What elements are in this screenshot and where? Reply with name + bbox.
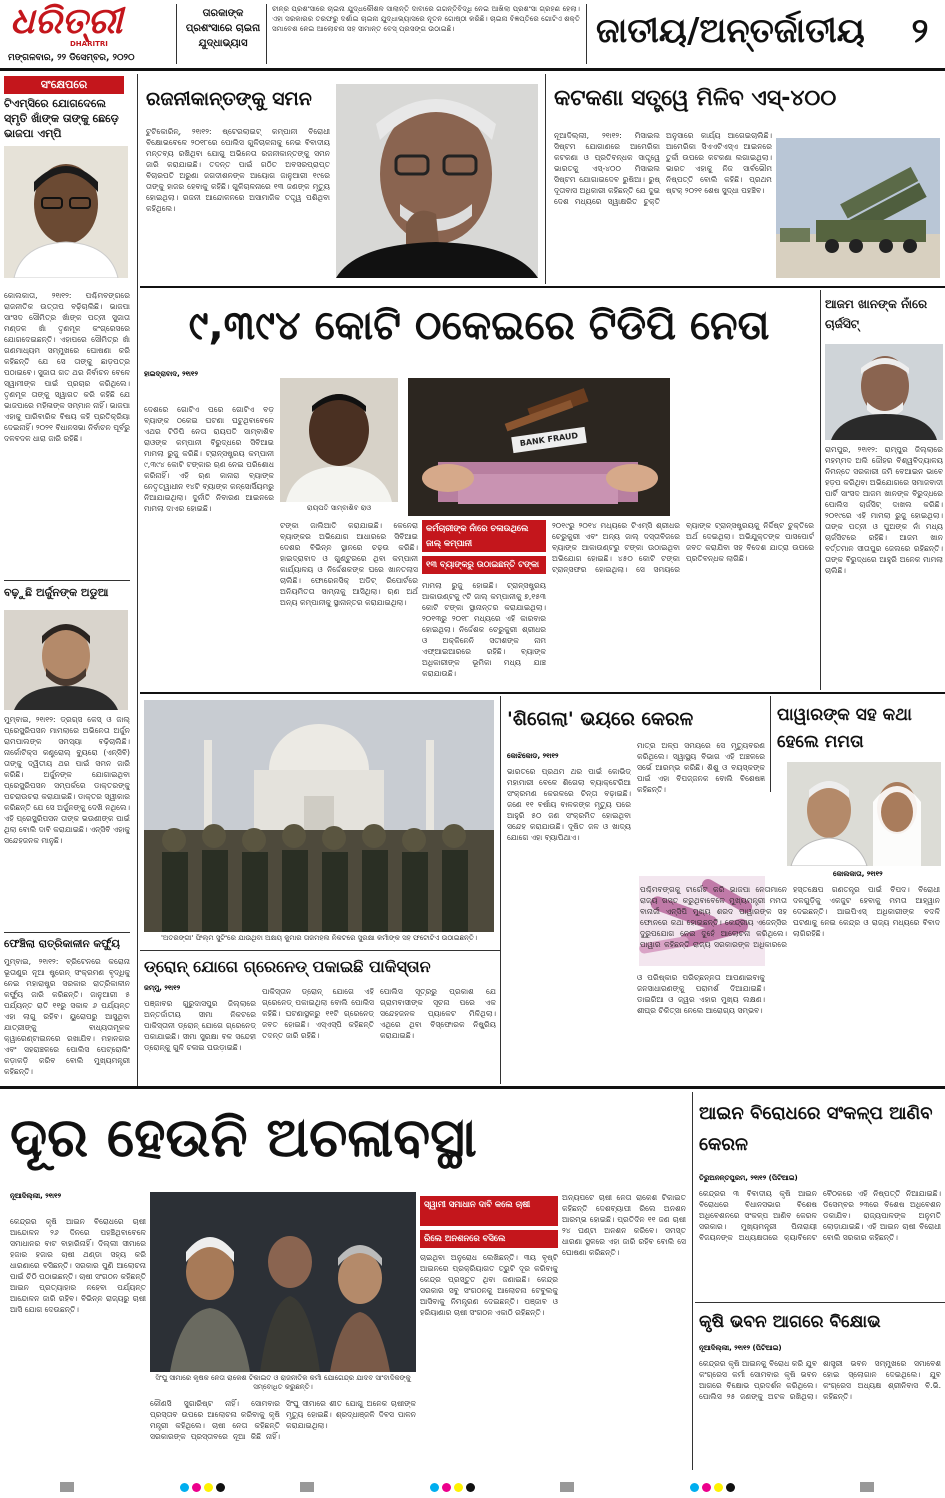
magenta-dot bbox=[192, 1483, 201, 1492]
tdp-text-3: ମାମଲା ରୁଜୁ ହୋଇଛି। ଟ୍ରାନ୍ସଷ୍ଟ୍ରୟ ଆକାଉଣ୍ଟକୁ ୯ଟି ଜାଲ୍ କମ୍ପାନୀକୁ ୭,୧୫୩ କୋଟି ଟଙ୍କା ସ୍ଥାନାନ୍ତର କରାଯାଇଥିଲା। ୨୦୧୩ରୁ ୨୦୧୮ ମଧ୍ୟରେ ଏହି କାରବାର ହୋଇଥିଲା। ନିର୍ଦ୍ଦେଶକ ଚେରୁକୁରୀ ଶ୍ରୀଧର ଓ ଅକ୍କିନେନି ସତୀଶଙ୍କ ନାମ ଏଫ୍‌ଆଇଆରରେ ରହିଛି। ବ୍ୟାଙ୍କ ଅଧିକାରୀଙ୍କ ଭୂମିକା ମଧ୍ୟ ଯାଞ୍ଚ କରାଯାଉଛି। bbox=[422, 581, 546, 678]
yellow-dot bbox=[204, 1483, 213, 1492]
briefs-column bbox=[0, 74, 134, 1084]
tdp-tag-1: କର୍ମଚାରୀଙ୍କ ନାଁରେ ଚଳାଉଥିଲେ ଜାଲ୍ କମ୍ପାନୀ bbox=[422, 520, 546, 552]
standoff-text-3: ଚାଇଥିବା ଅନୁରୋଧ ଲେଖିଛନ୍ତି। ୩ୟ ବୃଷ୍ଟି ଆଇନରେ ପ୍ରକ୍ରିୟାଗତ ତ୍ରୁଟି ଦୂର କରିବାକୁ କେନ୍ଦ୍ର ପ୍ରସ୍ତୁତ ଥିବା ଜଣାଇଛି। କେନ୍ଦ୍ର ସରକାର ସବୁ ସଂଗଠନକୁ ଆଲୋଚନା ଟେବୁଲକୁ ଆସିବାକୁ ନିମନ୍ତ୍ରଣ ଦେଇଛନ୍ତି। ପଞ୍ଜାବ ଓ ହରିୟାଣାର ଚାଷୀ ସଂଗଠନ ଏକାଠି ରହିଛନ୍ତି। bbox=[420, 1253, 558, 1317]
brief-photo-1 bbox=[4, 146, 128, 278]
yellow-dot bbox=[714, 1483, 723, 1492]
bank-fraud-label: BANK FRAUD bbox=[511, 427, 587, 453]
s400-headline: କଟକଣା ସତ୍ତ୍ୱେ ମିଳିବ ଏସ୍‌-୪୦୦ bbox=[554, 86, 837, 111]
tdp-dateline: ହାଇଦ୍ରାବାଦ, ୨୧ା୧୨ bbox=[144, 370, 199, 378]
shigella-text-1: ଭାରତରେ ପ୍ରଥମ ଥର ପାଇଁ କୋଭିଡ୍ ମହାମାରୀ ବେଳେ ଶିଗେଲା ବ୍ୟାକ୍ଟେରିଆ ସଂକ୍ରମଣ କେରଳରେ ଚିନ୍ତା ବଢ଼ାଇଛି। ଜଣେ ୧୧ ବର୍ଷୀୟ ବାଳକଙ୍କ ମୃତ୍ୟୁ ପରେ ଆହୁରି ୫୦ ଜଣ ସଂକ୍ରମିତ ହୋଇଥିବା ସନ୍ଦେହ କରାଯାଉଛି। ଦୂଷିତ ଜଳ ଓ ଖାଦ୍ୟ ଯୋଗେ ଏହା ବ୍ୟାପିଥାଏ। bbox=[507, 767, 631, 842]
azam-headline: ଆଜମ ଖାନଙ୍କ ନାଁରେ ଚାର୍ଜସିଟ୍ bbox=[825, 297, 928, 331]
black-dot bbox=[726, 1483, 735, 1492]
s400-story bbox=[548, 74, 945, 284]
magenta-dot bbox=[702, 1483, 711, 1492]
magenta-dot bbox=[442, 1483, 451, 1492]
teaser-label: ତାରକାଙ୍କ ପ୍ରଶଂସାରେ ଚାଇନା ଯୁଦ୍ଧାଭ୍ୟାସ bbox=[185, 8, 261, 49]
azam-khan-portrait bbox=[825, 344, 943, 440]
brief-text-2: ମୁମ୍ବାଇ, ୨୧ା୧୨: ଡ୍ରଗ୍ସ କେସ୍ ଓ ଜାଲ୍ ପ୍ରେସ୍କ୍ରିପସନ ମାମଲାରେ ଅଭିନେତା ଅର୍ଜୁନ ରାମପାଲଙ୍କ ସମସ୍ୟା ବଢ଼ିଚାଲିଛି। ନାର୍କୋଟିକ୍ସ କଣ୍ଟ୍ରୋଲ୍ ବ୍ୟୁରୋ (ଏନ୍‌ସିବି) ତାଙ୍କୁ ଦ୍ୱିତୀୟ ଥର ପାଇଁ ସମନ ଜାରି କରିଛି। ଅର୍ଜୁନଙ୍କ ଯୋଗାଇଥିବା ପ୍ରେସ୍କ୍ରିପସନ ସମ୍ପର୍କରେ ଡାକ୍ତରଙ୍କୁ ପଚରାଉଚରା କରାଯାଇଛି। ଡାକ୍ତର ସ୍ୱୀକାର କରିଛନ୍ତି ଯେ ସେ ଅର୍ଜୁନଙ୍କୁ ଦେଖି ନଥିଲେ। ଏହି ପ୍ରେସ୍କ୍ରିପସନ ତାଙ୍କ ଭଉଣୀଙ୍କ ପାଇଁ ଥିଲା ବୋଲି ଦାବି କରାଯାଇଛି। ଏନ୍‌ସିବି ଏହାକୁ ସନ୍ଦେହଜନକ ମାନୁଛି। bbox=[4, 715, 130, 845]
gray-block bbox=[60, 1482, 74, 1492]
yellow-dot bbox=[454, 1483, 463, 1492]
portrait-actor bbox=[4, 610, 128, 710]
briefs-label: ସଂକ୍ଷେପରେ bbox=[4, 76, 124, 94]
gray-block bbox=[560, 1482, 574, 1492]
farmer-leaders-photo bbox=[150, 1192, 416, 1372]
taj-caption: 'ଅତରଙ୍ଗୀ' ଫିଲ୍ମ ସୁଟିଂରେ ଯାଉଥିବା ଅକ୍ଷୟ କୁମାର ତାଜମହଲ ନିକଟରେ ସୁରକ୍ଷା କର୍ମୀଙ୍କ ସହ ଫଟୋଟିଏ ଉଠାଇଛନ୍ତି। bbox=[160, 934, 477, 942]
standoff-text-4: ଅନ୍ୟପଟେ ଚାଷୀ ନେତା ରାକେଶ ଟିକାଇତ କହିଛନ୍ତି ଦେଶବ୍ୟାପୀ ରିଲେ ଅନଶନ ଆରମ୍ଭ ହୋଇଛି। ପ୍ରତିଦିନ ୧୧ ଜଣ ଚାଷୀ ୨୪ ଘଣ୍ଟା ଅନଶନ କରିବେ। ସମସ୍ତ ଧାରଣା ସ୍ଥଳରେ ଏହା ଜାରି ରହିବ ବୋଲି ସେ ଘୋଷଣା କରିଛନ୍ତି। bbox=[562, 1193, 686, 1257]
tdp-text-1: ଦେଶରେ ଗୋଟିଏ ପରେ ଗୋଟିଏ ବଡ଼ ବ୍ୟାଙ୍କ ଠକେଇ ଘଟଣା ଘଟୁଥିବାବେଳେ ଏଥର ଟିଡିପି ନେତା ରାୟପତି ସାମ୍ବାଶିବ ରାଓଙ୍କ କମ୍ପାନୀ ବିରୁଦ୍ଧରେ ସିବିଆଇ ମାମଲା ରୁଜୁ କରିଛି। ଟ୍ରାନ୍ସଷ୍ଟ୍ରୟ କମ୍ପାନୀ ୯,୩୯୪ କୋଟି ଟଙ୍କାର ଋଣ ନେଇ ପରିଶୋଧ କରିନାହିଁ। ଏହି ଋଣ କାନାରା ବ୍ୟାଙ୍କ ନେତୃତ୍ୱାଧୀନ ୧୪ଟି ବ୍ୟାଙ୍କ କନ୍‌ସୋର୍ସିୟମରୁ ନିଆଯାଇଥିଲା। ଦୁର୍ନୀତି ନିବାରଣ ଆଇନରେ ମାମଲା ଦାଏର ହୋଇଛି। bbox=[144, 405, 274, 513]
cyan-dot bbox=[430, 1483, 439, 1492]
gray-block bbox=[860, 1482, 874, 1492]
leader-portrait bbox=[280, 378, 398, 502]
page-number: ୨ bbox=[911, 11, 929, 51]
drone-dateline: ଜମ୍ମୁ, ୨୧ା୧୨ bbox=[144, 984, 181, 992]
standoff-headline: ଦୂର ହେଉନି ଅଚଳାବସ୍ଥା bbox=[10, 1106, 477, 1169]
kerala-law-headline: ଆଇନ ବିରୋଧରେ ସଂକଳ୍ପ ଆଣିବ କେରଳ bbox=[699, 1103, 933, 1155]
drone-headline: ଡ୍ରୋନ୍ ଯୋଗେ ଗ୍ରେନେଡ୍ ପକାଇଛି ପାକିସ୍ତାନ bbox=[144, 957, 431, 976]
drone-text-3: ପୋଲିସ ସୂତ୍ରରୁ ପ୍ରକାଶ ଯେ ଗ୍ରାମବାସୀଙ୍କ ସୂଚନା ପରେ ଏକ ସନ୍ଦେହଜନକ ପ୍ୟାକେଟ ମିଳିଥିଲା। ଏଥିରେ ଥିବା ବିସ୍ଫୋରକ ନିଷ୍କ୍ରିୟ କରାଯାଇଛି। bbox=[380, 987, 496, 1040]
black-dot bbox=[466, 1483, 475, 1492]
shigella-headline: 'ଶିଗେଲା' ଭୟରେ କେରଳ bbox=[507, 708, 694, 730]
mamata-headline: ପାୱାରଙ୍କ ସହ କଥା ହେଲେ ମମତା bbox=[777, 705, 912, 752]
standoff-caption: ସିଂଘୁ ସୀମାରେ କୃଷକ ନେତା ରାକେଶ ଟିକାଇତ ଓ ରାଜନୀତିକ କର୍ମୀ ଯୋଗେନ୍ଦ୍ର ଯାଦବ ସାଂବାଦିକଙ୍କୁ ସମ୍ବୋଧିତ କରୁଛନ୍ତି। bbox=[155, 1374, 411, 1391]
tdp-photo-leader bbox=[280, 378, 398, 502]
kerala-law-dateline: ତିରୁଅନନ୍ତପୁରମ, ୨୧ା୧୨ (ପିଟିଆଇ) bbox=[699, 1174, 798, 1182]
krishi-text: କେନ୍ଦ୍ରର କୃଷି ଆଇନକୁ ବିରୋଧ କରି ଯୁବ କଂଗ୍ରେସ କର୍ମୀ ସୋମବାର କୃଷି ଭବନ ଆଗରେ ବିକ୍ଷୋଭ ପ୍ରଦର୍ଶନ କରିଥିଲେ। ପୋଲିସ ୨୫ ଜଣଙ୍କୁ ଅଟକ ରଖିଥିଲା। ଶାସ୍ତ୍ରୀ ଭବନ ସମ୍ମୁଖରେ ସମାବେଶ ହୋଇ ସ୍ଲୋଗାନ ଦେଇଥିଲେ। ଯୁବ କଂଗ୍ରେସ ଅଧ୍ୟକ୍ଷ ଶ୍ରୀନିବାସ ବି.ଭି. କହିଛନ୍ତି। bbox=[699, 1359, 941, 1401]
mamata-text: ପଶ୍ଚିମବଙ୍ଗକୁ ଟାର୍ଗେଟ କରି ଭାଜପା ନେତାମାନେ ରାଜ୍ୟ ଗସ୍ତ କରୁଥିବାବେଳେ ମୁଖ୍ୟମନ୍ତ୍ରୀ ମମତା ବାନାର୍ଜୀ ଏନ୍‌ସିପି ମୁଖ୍ୟ ଶରଦ ପାୱାରଙ୍କ ସହ ଫୋନରେ କଥା ହୋଇଛନ୍ତି। କେନ୍ଦ୍ରୀୟ ଏଜେନ୍ସିର ଦୁରୁପଯୋଗ ନେଇ ଦୁହେଁ ଆଲୋଚନା କରିଥିଲେ। ପାୱାର କହିଛନ୍ତି ରାଜ୍ୟ ସରକାରଙ୍କ ଅଧିକାରରେ ହସ୍ତକ୍ଷେପ ଗଣତନ୍ତ୍ର ପାଇଁ ବିପଦ। ବିରୋଧୀ ଦଳଗୁଡ଼ିକୁ ଏକଜୁଟ ହେବାକୁ ମମତା ଆହ୍ୱାନ ଦେଇଛନ୍ତି। ଆଇପିଏସ୍ ଅଧିକାରୀଙ୍କ ବଦଳି ଘଟଣାକୁ ନେଇ କେନ୍ଦ୍ର ଓ ରାଜ୍ୟ ମଧ୍ୟରେ ବିବାଦ ଲାଗିରହିଛି। bbox=[640, 885, 940, 949]
mamata-photo bbox=[787, 762, 941, 866]
rajini-headline: ରଜନୀକାନ୍ତଙ୍କୁ ସମନ bbox=[146, 88, 312, 110]
shigella-text-3: ଓ ପରିଷ୍କାର ପରିଚ୍ଛନ୍ନତା ଆପଣାଇବାକୁ ଜନସାଧାରଣଙ୍କୁ ପରାମର୍ଶ ଦିଆଯାଇଛି। ଡାଇରିଆ ଓ ଜ୍ୱର ଏହାର ମୁଖ୍ୟ ଲକ୍ଷଣ। ଶୀଘ୍ର ଚିକିତ୍ସା ନେଲେ ଆରୋଗ୍ୟ ସମ୍ଭବ। bbox=[637, 973, 765, 1015]
brief-headline-1: ଟିଏମ୍‌ସିରେ ଯୋଗଦେଲେ ସ୍ମୃତି ଖାଁଙ୍କ ତାଙ୍କୁ ଛେଡ଼େ ଭାଜପା ଏମ୍‌ପି bbox=[4, 97, 119, 140]
kerala-law-text: କେନ୍ଦ୍ରର ୩ ବିବାଦୀୟ କୃଷି ଆଇନ ବିରୋଧରେ ବିଧାନସଭାର ବିଶେଷ ଅଧିବେଶନରେ ସଂକଳ୍ପ ଆଣିବ କେରଳ ସରକାର। ମୁଖ୍ୟମନ୍ତ୍ରୀ ପିନାରାୟୀ ବିଜୟନଙ୍କ ଅଧ୍ୟକ୍ଷତାରେ କ୍ୟାବିନେଟ ବୈଠକରେ ଏହି ନିଷ୍ପତ୍ତି ନିଆଯାଇଛି। ଡିସେମ୍ବର ୨୩ରେ ବିଶେଷ ଅଧିବେଶନ ଡକାଯିବ। ରାଜ୍ୟପାଳଙ୍କ ଅନୁମତି ଲୋଡ଼ାଯାଇଛି। ଏହି ଆଇନ ଚାଷୀ ବିରୋଧୀ ବୋଲି ସରକାର କହିଛନ୍ତି। bbox=[699, 1189, 941, 1242]
standoff-tag-1: ସ୍ୱାମୀ ସମାଧାନ ଦାବି କଲେ ଚାଷୀ bbox=[420, 1196, 558, 1226]
tdp-text-2: ଟଙ୍କା ଜାଲିଆତି କରାଯାଇଛି। କେନେରା ବ୍ୟାଙ୍କର ଅଭିଯୋଗ ଆଧାରରେ ସିବିଆଇ ଦେଶର ବିଭିନ୍ନ ସ୍ଥାନରେ ଚଢ଼ଉ କରିଛି। ହାଇଦ୍ରାବାଦ ଓ ଗୁଣ୍ଟୁରରେ ଥିବା କମ୍ପାନୀ କାର୍ଯ୍ୟାଳୟ ଓ ନିର୍ଦ୍ଦେଶକଙ୍କ ଘରେ ଖାନତଲାସ ଚାଲିଛି। ଫୋରେନସିକ୍ ଅଡିଟ୍ ରିପୋର୍ଟରେ ଅନିୟମିତତା ସାମ୍ନାକୁ ଆସିଥିଲା। ଋଣ ଅର୍ଥ ଅନ୍ୟ କମ୍ପାନୀକୁ ସ୍ଥାନାନ୍ତର କରାଯାଇଥିଲା। bbox=[280, 521, 418, 607]
cyan-dot bbox=[690, 1483, 699, 1492]
tdp-photo-caption: ରାୟପତି ସାମ୍ବାଶିବ ରାଓ bbox=[306, 504, 372, 512]
rajinikanth-portrait bbox=[336, 84, 538, 278]
brief-headline-2: ବଢ଼ୁଛି ଅର୍ଜୁନଙ୍କ ଅଡୁଆ bbox=[4, 586, 109, 599]
brief-text-3: ମୁମ୍ବାଇ, ୨୧ା୧୨: ବ୍ରିଟେନରେ କରୋନା ଭୂତାଣୁର ନୂଆ ଷ୍ଟ୍ରେନ୍ ସଂକ୍ରମଣ ବୃଦ୍ଧିକୁ ନେଇ ମହାରାଷ୍ଟ୍ର ସରକାର ରାତ୍ରିକାଳୀନ କର୍ଫ୍ୟୁ ଜାରି କରିଛନ୍ତି। ଜାନୁଆରୀ ୫ ପର୍ଯ୍ୟନ୍ତ ରାତି ୧୧ରୁ ସକାଳ ୬ ପର୍ଯ୍ୟନ୍ତ ଏହା ଲାଗୁ ରହିବ। ୟୁରୋପରୁ ଆସୁଥିବା ଯାତ୍ରୀଙ୍କୁ ବାଧ୍ୟତାମୂଳକ କ୍ୱାରେଣ୍ଟାଇନରେ ରଖାଯିବ। ମହାନଗର ଏବଂ ସହରାଞ୍ଚଳରେ ପୋଲିସ ପେଟ୍ରୋଲିଂ କଡ଼ାକଡ଼ି କରିବ ବୋଲି ମୁଖ୍ୟମନ୍ତ୍ରୀ କହିଛନ୍ତି। bbox=[4, 957, 130, 1076]
krishi-dateline: ନୂଆଦିଲ୍ଲୀ, ୨୧ା୧୨ (ପିଟିଆଇ) bbox=[699, 1344, 782, 1352]
rajini-story bbox=[140, 74, 542, 284]
kerala-law-story bbox=[695, 1092, 945, 1300]
masthead bbox=[0, 0, 945, 72]
teaser-text: ଚୀନ୍‌ର ପ୍ରଶଂସାରେ ଚାଇନା ଯୁଦ୍ଧକୌଶଳ ସାଲାନ୍ତି ଦାବାରେ ଗଗନ୍ତିବିଦ୍ଧି ନେଇ ଆଖିଲା ପ୍ରଶଂସା ଗ୍ରହଣ ହେଲା। ଏହା ସରକାରର ତରଫରୁ ଦର୍ଶାଇ ଚାଇନା ଯୁଦ୍ଧାଭ୍ୟାସରେ ନୂତନ ଗୋଷ୍ଠୀ କରିଛି। ଚାଇନା ବିଜ୍ଞପ୍ତିରେ ଗୋଟିଏ ଶକ୍ତି ସମାବେଶ ନେଇ ଆଲୋଚନା ସହ ସୀମାନ୍ତ ବେସ୍ ପ୍ରସଙ୍ଗ ଉଠାଇଛି। bbox=[272, 4, 580, 34]
s400-text: ନୂଆଦିଲ୍ଲୀ, ୨୧ା୧୨: ମିସାଇଲ ସିଷ୍ଟମ ଯୋଗାଣରେ ଆମେରିକା କଟକଣା ଓ ପ୍ରତିବନ୍ଧକ ସାତ୍ତ୍ୱେ ଭାରତକୁ ଏସ୍‌-୪୦୦ ମିସାଇଲ ସିଷ୍ଟମ ଯୋଗାଇଦେବ ରୁଷିଆ। ରୁଷ୍‌ ଦୂତାବାସ ଅଧିକାରୀ କହିଛନ୍ତି ଯେ ଦୁଇ ଦେଶ ମଧ୍ୟରେ ସ୍ୱାକ୍ଷରିତ ଚୁକ୍ତି ଅନୁସାରେ କାର୍ଯ୍ୟ ଆଗେଇଚାଲିଛି। ଆମେରିକା ସିଏଏଟିଏସ୍‌ଏ ଆଇନରେ ତୁର୍କୀ ଉପରେ କଟକଣା ଲଗାଇଥିଲା। ଭାରତ ଏହାକୁ ନିଜ ସାର୍ବଭୌମ ନିଷ୍ପତ୍ତି ବୋଲି କହିଛି। ପ୍ରଥମ ଷ୍ଟକ୍ ୨୦୨୧ ଶେଷ ସୁଦ୍ଧା ପହଞ୍ଚିବ। bbox=[554, 131, 772, 206]
section-title: ଜାତୀୟ/ଅନ୍ତର୍ଜାତୀୟ bbox=[596, 11, 865, 51]
s400-photo bbox=[776, 138, 940, 278]
krishi-headline: କୃଷି ଭବନ ଆଗରେ ବିକ୍ଷୋଭ bbox=[699, 1312, 881, 1332]
missile-launcher bbox=[776, 138, 940, 278]
drone-text-2: ପାକିସ୍ତାନ ଡ୍ରୋନ୍ ଯୋଗେ ଏହି ଗ୍ରେନେଡ୍ ପକାଇଥିଲା ବୋଲି ପୋଲିସ କହିଛି। ଘଟଣାସ୍ଥଳରୁ ୧୧ଟି ଗ୍ରେନେଡ୍ ଜବତ ହୋଇଛି। ଏସ୍‌ଏସ୍‌ପି କହିଛନ୍ତି ତଦନ୍ତ ଜାରି ରହିଛି। bbox=[262, 987, 374, 1040]
gray-block bbox=[300, 1482, 314, 1492]
shigella-text-2: ମାତ୍ର ଅଳ୍ପ ସମୟରେ ସେ ମୃତ୍ୟୁବରଣ କରିଥିଲେ। ସ୍ୱାସ୍ଥ୍ୟ ବିଭାଗ ଏହି ଅଞ୍ଚଳରେ ସର୍ଭେ ଆରମ୍ଭ କରିଛି। ଶିଶୁ ଓ ବୟସ୍କଙ୍କ ପାଇଁ ଏହା ବିପଜ୍ଜନକ ବୋଲି ବିଶେଷଜ୍ଞ କହିଛନ୍ତି। bbox=[637, 741, 765, 794]
rajini-text: ଟୁଟିକୋରିନ୍, ୨୧ା୧୨: ଷ୍ଟେରଲାଇଟ୍ କମ୍ପାନୀ ବିରୋଧୀ ବିକ୍ଷୋଭବେଳେ ୨୦୧୮ରେ ପୋଲିସ ଗୁଳିଚାଳନାକୁ ନେଇ ବିବାଦୀୟ ମନ୍ତବ୍ୟ ରଖିଥିବା ଯୋଗୁ ଅଭିନେତା ରଜନୀକାନ୍ତଙ୍କୁ ସମନ ଜାରି କରାଯାଇଛି। ତଦନ୍ତ ପାଇଁ ଗଠିତ ଅବସରପ୍ରାପ୍ତ ବିଚାରପତି ଅରୁଣା ଜଗଦୀଶନଙ୍କ ଆୟୋଗ ଜାନୁଆରୀ ୧୯ରେ ତାଙ୍କୁ ହାଜର ହେବାକୁ କହିଛି। ଗୁଳିଚାଳନାରେ ୧୩ ଜଣଙ୍କ ମୃତ୍ୟୁ ହୋଇଥିଲା। ରଜନୀ ଆନ୍ଦୋଳନରେ ଅସାମାଜିକ ତତ୍ତ୍ୱ ପଶିଥିବା କହିଥିଲେ। bbox=[146, 127, 330, 213]
brief-headline-3: ଫେଞ୍ଚିଲା ରାତ୍ରିକାଳୀନ କର୍ଫ୍ୟୁ bbox=[4, 938, 120, 950]
tdp-headline: ୯,୩୯୪ କୋଟି ଠକେଇରେ ଟିଡିପି ନେତା bbox=[188, 303, 770, 349]
cyan-dot bbox=[180, 1483, 189, 1492]
tdp-story bbox=[140, 290, 818, 690]
drone-text-1: ପଞ୍ଜାବର ଗୁରୁଦାସପୁର ଜିଲ୍ଲାରେ ଅନ୍ତର୍ଜାତୀୟ ସୀମା ନିକଟରେ ପାକିସ୍ତାନୀ ଡ୍ରୋନ୍ ଯୋଗେ ଗ୍ରେନେଡ୍ ପକାଯାଇଛି। ସୀମା ସୁରକ୍ଷା ବଳ ସନ୍ଦେହୀ ଡ୍ରୋନ୍‌କୁ ଗୁଳି ଚଳାଇ ଘଉଡ଼ାଇଛି। bbox=[144, 999, 256, 1052]
print-footer bbox=[0, 1476, 945, 1498]
pawar-mamata-portraits bbox=[787, 762, 941, 866]
standoff-text-1: କେନ୍ଦ୍ରର କୃଷି ଆଇନ ବିରୋଧରେ ଚାଷୀ ଆନ୍ଦୋଳନ ୨୬ ଦିନରେ ପହଞ୍ଚିଥିବାବେଳେ ସମାଧାନର ବାଟ ବାହାରିନାହିଁ। ଦିଲ୍ଲୀ ସୀମାରେ ହଜାର ହଜାର ଚାଷୀ ଥଣ୍ଡା ସହ୍ୟ କରି ଧାରଣାରେ ବସିଛନ୍ତି। ସରକାର ପୁଣି ଆଲୋଚନା ପାଇଁ ଚିଠି ପଠାଇଛନ୍ତି। ଚାଷୀ ସଂଗଠନ କହିଛନ୍ତି ଆଇନ ପ୍ରତ୍ୟାହାର ନହେବା ପର୍ଯ୍ୟନ୍ତ ଆନ୍ଦୋଳନ ଜାରି ରହିବ। ବିଭିନ୍ନ ରାଜ୍ୟରୁ ଚାଷୀ ଆସି ଯୋଗ ଦେଉଛନ୍ତି। bbox=[10, 1217, 146, 1314]
standoff-text-2: କୌଣସି ସୁଗାରିଷ୍ଟ ନାହିଁ। ସୋମବାର ପ୍ରସ୍ତାବ ଉପରେ ଆଲୋଚନା କରିବାକୁ କୃଷି ମନ୍ତ୍ରୀ କହିଥିଲେ। ଚାଷୀ ନେତା କହିଛନ୍ତି ସରକାରଙ୍କ ପ୍ରସ୍ତାବରେ ନୂଆ କିଛି ନାହିଁ। ସିଂଘୁ ସୀମାରେ ଶୀତ ଯୋଗୁ ଅନେକ ଚାଷୀଙ୍କ ମୃତ୍ୟୁ ହୋଇଛି। ଶ୍ରଦ୍ଧାଞ୍ଜଳି ଦିବସ ପାଳନ କରାଯାଇଥିଲା। bbox=[150, 1399, 416, 1441]
azam-story bbox=[823, 290, 945, 690]
standoff-dateline: ନୂଆଦିଲ୍ଲୀ, ୨୧ା୧୨ bbox=[10, 1192, 62, 1200]
azam-photo bbox=[825, 344, 943, 440]
tdp-tag-2: ୧୩ ବ୍ୟାଙ୍କରୁ ଉଠାଇଛନ୍ତି ଟଙ୍କା bbox=[422, 556, 546, 574]
rajini-photo bbox=[336, 84, 538, 278]
standoff-photo bbox=[150, 1192, 416, 1372]
mamata-dateline: କୋଲକାତା, ୨୧ା୧୨ bbox=[833, 870, 883, 878]
drone-story bbox=[140, 952, 500, 1084]
azam-text: ରାମପୁର, ୨୧ା୧୨: ରାମ୍ପୁର ଜିଲ୍ଲାରେ ମହମ୍ମଦ ଅଲି ଜୌହର ବିଶ୍ୱବିଦ୍ୟାଳୟ ନିମନ୍ତେ ସରକାରୀ ଜମି ବେଆଇନ ଭାବେ ହଡ଼ପ କରିଥିବା ଅଭିଯୋଗରେ ସମାଜବାଦୀ ପାର୍ଟି ସାଂସଦ ଆଜମ ଖାନଙ୍କ ବିରୁଦ୍ଧରେ ପୋଲିସ ଚାର୍ଜସିଟ୍ ଦାଖଲ କରିଛି। ୨୦୧୯ରେ ଏହି ମାମଲା ରୁଜୁ ହୋଇଥିଲା। ତାଙ୍କ ପତ୍ନୀ ଓ ପୁଅଙ୍କ ନାଁ ମଧ୍ୟ ଚାର୍ଜସିଟରେ ରହିଛି। ଆଜମ ଖାନ ବର୍ତ୍ତମାନ ସୀତାପୁର ଜେଲରେ ରହିଛନ୍ତି। ତାଙ୍କ ବିରୁଦ୍ଧରେ ଆହୁରି ଅନେକ ମାମଲା ଚାଲିଛି। bbox=[825, 445, 943, 575]
taj-mahal-group-photo bbox=[144, 700, 494, 932]
standoff-tag-2: ରିଲେ ଅନଶନରେ ବସିଲେ bbox=[420, 1230, 558, 1248]
standoff-story bbox=[0, 1092, 690, 1472]
issue-date: ମଙ୍ଗଳବାର, ୨୨ ଡିସେମ୍ବର, ୨୦୨୦ bbox=[8, 53, 135, 63]
brief-text-1: କୋଲକାତା, ୨୧ା୧୨: ପଶ୍ଚିମବଙ୍ଗରେ ରାଜନୀତିକ ଉତ୍ତାପ ବଢ଼ିଚାଲିଛି। ଭାଜପା ସାଂସଦ ସୌମିତ୍ର ଖାଁଙ୍କ ପତ୍ନୀ ସୁଜାତା ମଣ୍ଡଳ ଖାଁ ତୃଣମୂଳ କଂଗ୍ରେସରେ ଯୋଗଦେଇଛନ୍ତି। ଏହାପରେ ସୌମିତ୍ର ଖାଁ ଗଣମାଧ୍ୟମ ସମ୍ମୁଖରେ ଘୋଷଣା କରି କହିଛନ୍ତି ଯେ ସେ ତାଙ୍କୁ ଛାଡ଼ପତ୍ର ପଠାଇବେ। ସୁଜାତା ଗତ ଥର ନିର୍ବାଚନ ବେଳେ ସ୍ୱାମୀଙ୍କ ପାଇଁ ପ୍ରଚାର କରିଥିଲେ। ତୃଣମୂଳ ତାଙ୍କୁ ସ୍ୱାଗତ କରି କହିଛି ଯେ ଭାଜପାରେ ମହିଳାଙ୍କ ସମ୍ମାନ ନାହିଁ। ଭାଜପା ଏହାକୁ ପାରିବାରିକ ବିଷୟ କହି ପ୍ରତିକ୍ରିୟା ଦେଇନାହିଁ। ୨୦୨୧ ବିଧାନସଭା ନିର୍ବାଚନ ପୂର୍ବରୁ ଦଳବଦଳ ଧାରା ଜାରି ରହିଛି। bbox=[4, 291, 130, 443]
portrait-man-glasses bbox=[4, 146, 128, 278]
krishi-story bbox=[695, 1304, 945, 1472]
shigella-dateline: କୋଝିକୋଡ, ୨୧ା୧୨ bbox=[507, 752, 559, 760]
bank-fraud-illustration bbox=[408, 378, 670, 516]
black-dot bbox=[216, 1483, 225, 1492]
taj-photo bbox=[144, 700, 494, 932]
tdp-text-4: ୨୦୧୯ରୁ ୨୦୧୪ ମଧ୍ୟରେ ଟିଏମ୍‌ସି ଶ୍ରୀଧର ଚେରୁକୁରୀ ଏବଂ ଅନ୍ୟ ଜାଲ୍ ଦସ୍ତାବିଜରେ ବ୍ୟାଙ୍କ ଆକାଉଣ୍ଟରୁ ଟଙ୍କା ଉଠାଇଥିବା ଅଭିଯୋଗ ହୋଇଛି। ୪୫୦ କୋଟି ଟଙ୍କା ଟ୍ରାନ୍ସଫର ହୋଇଥିଲା। ସେ ସମୟରେ ବ୍ୟାଙ୍କ ଟ୍ରାନ୍ସଷ୍ଟ୍ରୟକୁ ନିର୍ଦ୍ଦିଷ୍ଟ ଚୁକ୍ତିରେ ଅର୍ଥ ଦେଇଥିଲା। ଅଭିଯୁକ୍ତଙ୍କ ପାସପୋର୍ଟ ଜବତ କରାଯିବା ସହ ବିଦେଶ ଯାତ୍ରା ଉପରେ ପ୍ରତିବନ୍ଧକ ଲାଗିଛି। bbox=[552, 521, 814, 574]
logo: ଧରିତ୍ରୀ bbox=[10, 2, 123, 42]
logo-sub: DHARITRI bbox=[70, 40, 108, 48]
brief-photo-2 bbox=[4, 610, 128, 710]
